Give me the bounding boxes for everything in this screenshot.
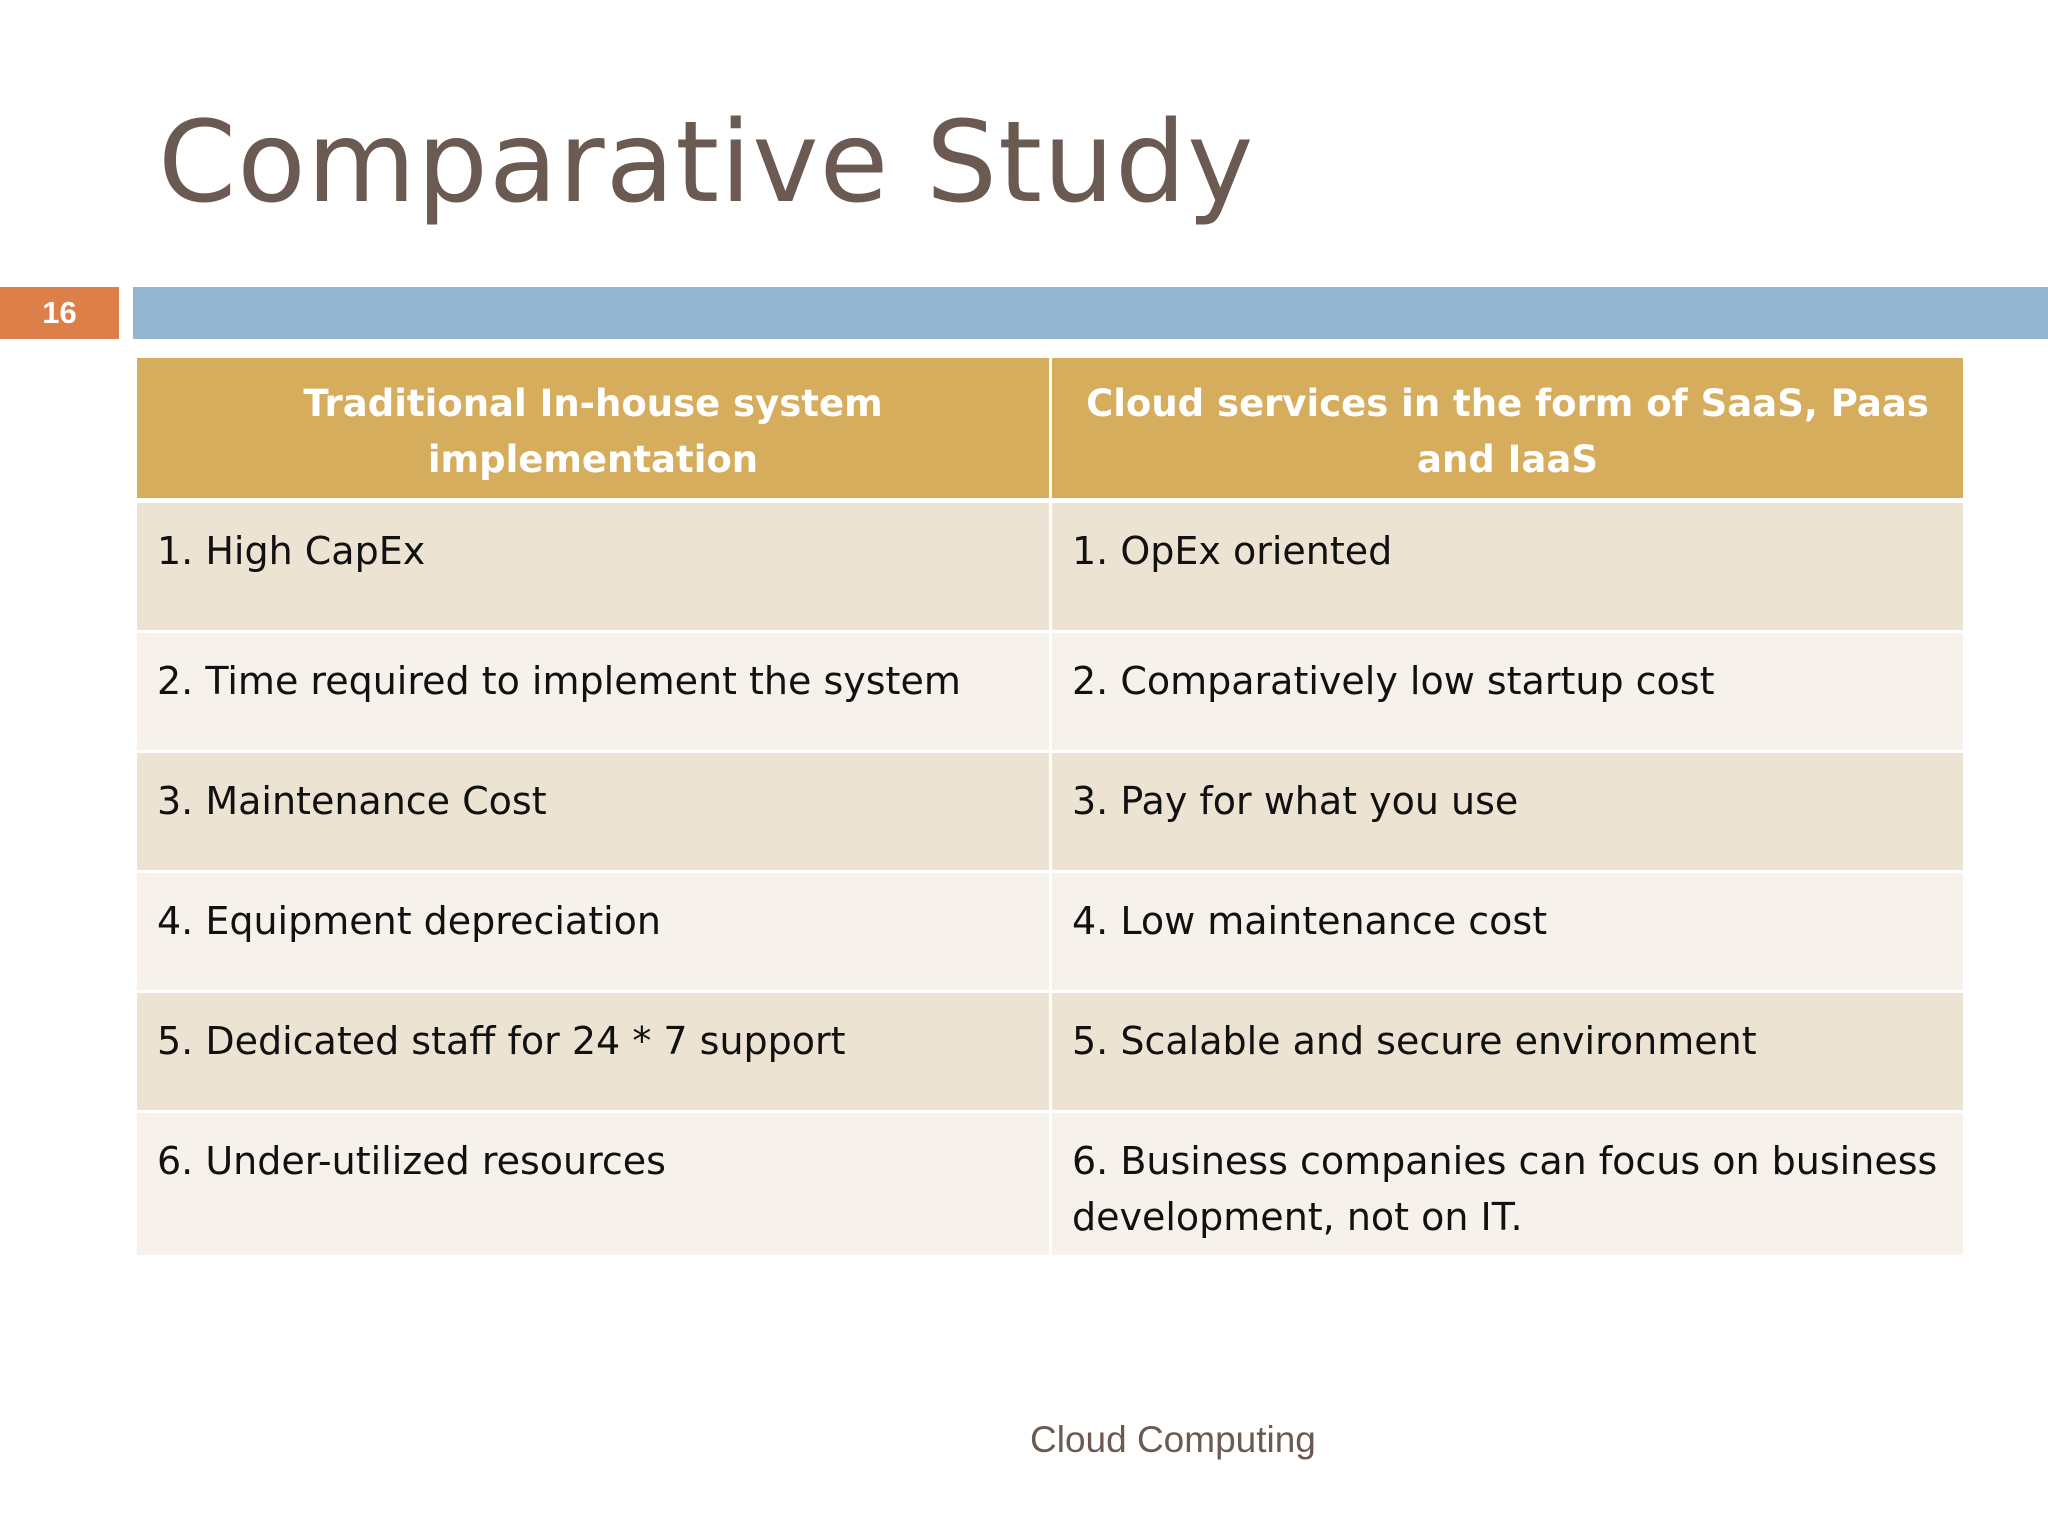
slide-title: Comparative Study <box>158 98 1255 228</box>
cloud-cell: 2. Comparatively low startup cost <box>1049 633 1963 753</box>
footer-text: Cloud Computing <box>1030 1419 1316 1460</box>
traditional-cell: 5. Dedicated staff for 24 * 7 support <box>137 993 1049 1113</box>
slide-number: 16 <box>0 287 119 339</box>
traditional-cell: 4. Equipment depreciation <box>137 873 1049 993</box>
traditional-cell: 3. Maintenance Cost <box>137 753 1049 873</box>
table-row <box>137 753 1963 873</box>
table-row <box>137 1113 1963 1258</box>
traditional-cell: 2. Time required to implement the system <box>137 633 1049 753</box>
traditional-cell: 1. High CapEx <box>137 503 1049 633</box>
header-traditional: Traditional In-house system implementation <box>137 358 1049 503</box>
cloud-cell: 5. Scalable and secure environment <box>1049 993 1963 1113</box>
traditional-cell: 6. Under-utilized resources <box>137 1113 1049 1258</box>
table-row <box>137 503 1963 633</box>
cloud-cell: 4. Low maintenance cost <box>1049 873 1963 993</box>
table-row <box>137 993 1963 1113</box>
table-header-row <box>137 358 1963 503</box>
table-row <box>137 873 1963 993</box>
cloud-cell: 6. Business companies can focus on business development, not on IT. <box>1049 1113 1963 1258</box>
comparison-table <box>137 358 1963 1258</box>
header-accent-bar <box>133 287 2048 339</box>
header-cloud: Cloud services in the form of SaaS, Paas and IaaS <box>1049 358 1963 503</box>
cloud-cell: 1. OpEx oriented <box>1049 503 1963 633</box>
table-row <box>137 633 1963 753</box>
cloud-cell: 3. Pay for what you use <box>1049 753 1963 873</box>
